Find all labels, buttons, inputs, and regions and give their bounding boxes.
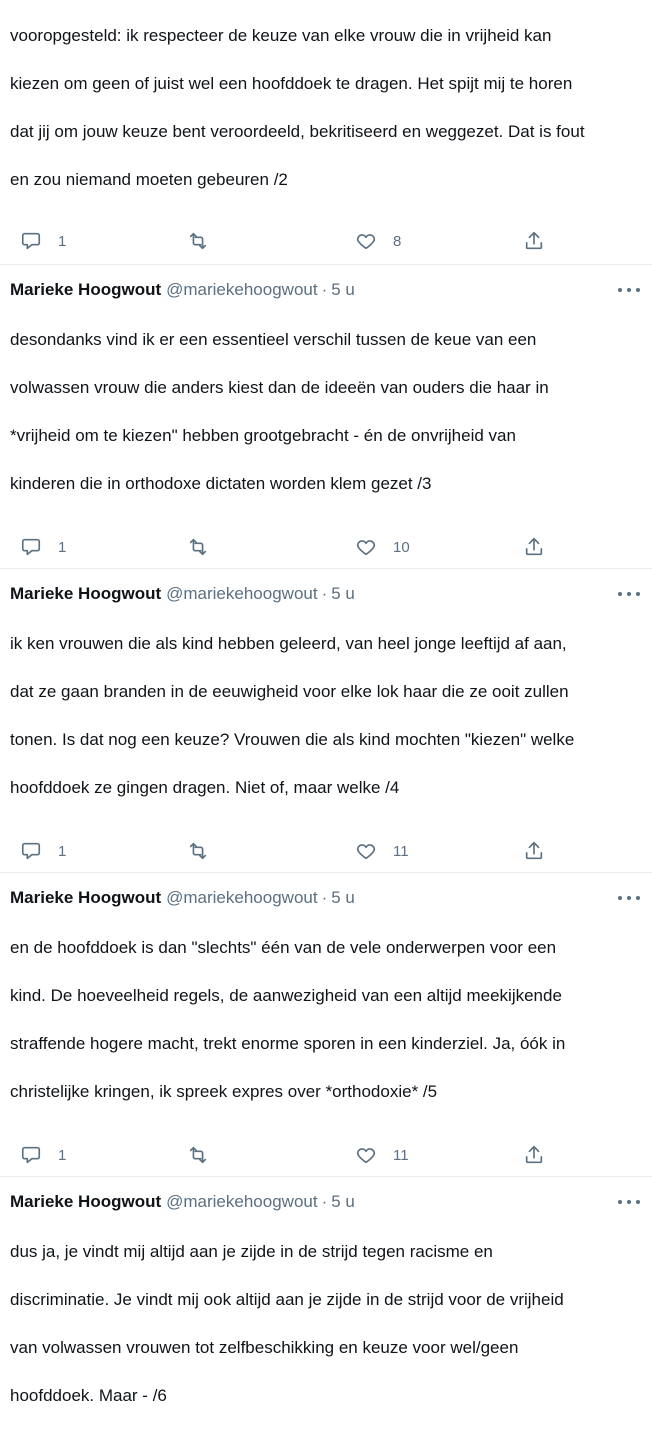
- author-name[interactable]: Marieke Hoogwout: [10, 280, 162, 299]
- retweet-icon: [187, 840, 209, 862]
- heart-icon: [355, 536, 377, 558]
- tweet-text-line: desondanks vind ik er een essentieel verschil tussen de keue van een: [10, 330, 537, 349]
- tweet-time[interactable]: 5 u: [331, 280, 355, 299]
- heart-icon: [355, 230, 377, 252]
- reply-button[interactable]: [20, 536, 66, 558]
- tweet-text-line: en de hoofddoek is dan "slechts" één van de vele onderwerpen voor een: [10, 938, 557, 957]
- more-options-icon[interactable]: [618, 587, 640, 601]
- tweet-text-line: christelijke kringen, ik spreek expres over *orthodoxie* /5: [10, 1082, 438, 1101]
- tweet-text-line: en zou niemand moeten gebeuren /2: [10, 170, 288, 189]
- retweet-icon: [187, 230, 209, 252]
- retweet-button[interactable]: [187, 230, 225, 252]
- heart-icon: [355, 1144, 377, 1166]
- share-button[interactable]: [523, 840, 545, 862]
- share-button[interactable]: [523, 536, 545, 558]
- tweet-actions: [10, 1144, 642, 1174]
- like-button[interactable]: [355, 1144, 409, 1166]
- author-handle[interactable]: @mariekehoogwout: [166, 888, 318, 907]
- tweet-text-line: kind. De hoeveelheid regels, de aanwezigheid van een altijd meekijkende: [10, 986, 562, 1005]
- reply-button[interactable]: [20, 1144, 66, 1166]
- tweet-header: [10, 1192, 642, 1216]
- author-handle[interactable]: @mariekehoogwout: [166, 280, 318, 299]
- tweet-text-line: van volwassen vrouwen tot zelfbeschikking en keuze voor wel/geen: [10, 1338, 519, 1357]
- tweet-actions: [10, 536, 642, 566]
- share-button[interactable]: [523, 1144, 545, 1166]
- author-name[interactable]: Marieke Hoogwout: [10, 584, 162, 603]
- author-name[interactable]: Marieke Hoogwout: [10, 888, 162, 907]
- retweet-icon: [187, 1144, 209, 1166]
- retweet-button[interactable]: [187, 1144, 225, 1166]
- author-handle[interactable]: @mariekehoogwout: [166, 584, 318, 603]
- reply-count: 1: [58, 538, 67, 556]
- tweet[interactable]: [0, 0, 652, 260]
- share-icon: [523, 1144, 545, 1166]
- reply-count: 1: [58, 1146, 67, 1164]
- tweet[interactable]: [0, 569, 652, 870]
- tweet-text-line: ik ken vrouwen die als kind hebben geleerd, van heel jonge leeftijd af aan,: [10, 634, 567, 653]
- retweet-button[interactable]: [187, 840, 225, 862]
- separator-dot: ·: [321, 280, 328, 299]
- tweet-text-line: tonen. Is dat nog een keuze? Vrouwen die als kind mochten "kiezen" welke: [10, 730, 575, 749]
- tweet[interactable]: [0, 873, 652, 1174]
- tweet-text-line: straffende hogere macht, trekt enorme sporen in een kinderziel. Ja, óók in: [10, 1034, 566, 1053]
- reply-button[interactable]: [20, 840, 66, 862]
- tweet[interactable]: [0, 1177, 652, 1432]
- tweet-header: [10, 888, 642, 912]
- tweet[interactable]: [0, 265, 652, 566]
- tweet-text-line: hoofddoek. Maar - /6: [10, 1386, 167, 1405]
- tweet-text-line: dat jij om jouw keuze bent veroordeeld, bekritiseerd en weggezet. Dat is fout: [10, 122, 585, 141]
- more-options-icon[interactable]: [618, 1195, 640, 1209]
- like-count: 8: [393, 232, 402, 250]
- tweet-text-line: kinderen die in orthodoxe dictaten worden klem gezet /3: [10, 474, 432, 493]
- tweet-time[interactable]: 5 u: [331, 888, 355, 907]
- share-icon: [523, 230, 545, 252]
- reply-button[interactable]: [20, 230, 66, 252]
- like-button[interactable]: [355, 230, 401, 252]
- retweet-button[interactable]: [187, 536, 225, 558]
- separator-dot: ·: [321, 888, 328, 907]
- tweet-text-line: kiezen om geen of juist wel een hoofddoek te dragen. Het spijt mij te horen: [10, 74, 573, 93]
- tweet-text: [10, 0, 642, 216]
- author-name[interactable]: Marieke Hoogwout: [10, 1192, 162, 1211]
- tweet-text-line: vooropgesteld: ik respecteer de keuze van elke vrouw die in vrijheid kan: [10, 26, 552, 45]
- tweet-actions: [10, 230, 642, 260]
- tweet-text-line: hoofddoek ze gingen dragen. Niet of, maar welke /4: [10, 778, 400, 797]
- tweet-text-line: dus ja, je vindt mij altijd aan je zijde in de strijd tegen racisme en: [10, 1242, 493, 1261]
- tweet-text-line: volwassen vrouw die anders kiest dan de ideeën van ouders die haar in: [10, 378, 549, 397]
- reply-count: 1: [58, 842, 67, 860]
- tweet-text-line: dat ze gaan branden in de eeuwigheid voor elke lok haar die ze ooit zullen: [10, 682, 569, 701]
- more-options-icon[interactable]: [618, 891, 640, 905]
- share-button[interactable]: [523, 230, 545, 252]
- tweet-text-line: *vrijheid om te kiezen" hebben grootgebracht - én de onvrijheid van: [10, 426, 516, 445]
- share-icon: [523, 536, 545, 558]
- tweet-text: [10, 608, 642, 824]
- tweet-header: [10, 280, 642, 304]
- reply-icon: [20, 840, 42, 862]
- tweet-actions: [10, 840, 642, 870]
- heart-icon: [355, 840, 377, 862]
- tweet-text-line: discriminatie. Je vindt mij ook altijd aan je zijde in de strijd voor de vrijheid: [10, 1290, 564, 1309]
- like-button[interactable]: [355, 536, 410, 558]
- author-handle[interactable]: @mariekehoogwout: [166, 1192, 318, 1211]
- tweet-text: [10, 304, 642, 520]
- like-count: 11: [393, 842, 409, 860]
- retweet-icon: [187, 536, 209, 558]
- tweet-header: [10, 584, 642, 608]
- like-count: 11: [393, 1146, 409, 1164]
- separator-dot: ·: [321, 584, 328, 603]
- share-icon: [523, 840, 545, 862]
- separator-dot: ·: [321, 1192, 328, 1211]
- tweet-text: [10, 1216, 642, 1432]
- reply-icon: [20, 536, 42, 558]
- reply-icon: [20, 1144, 42, 1166]
- reply-icon: [20, 230, 42, 252]
- tweet-time[interactable]: 5 u: [331, 584, 355, 603]
- reply-count: 1: [58, 232, 67, 250]
- tweet-text: [10, 912, 642, 1128]
- more-options-icon[interactable]: [618, 283, 640, 297]
- like-count: 10: [393, 538, 410, 556]
- like-button[interactable]: [355, 840, 409, 862]
- tweet-time[interactable]: 5 u: [331, 1192, 355, 1211]
